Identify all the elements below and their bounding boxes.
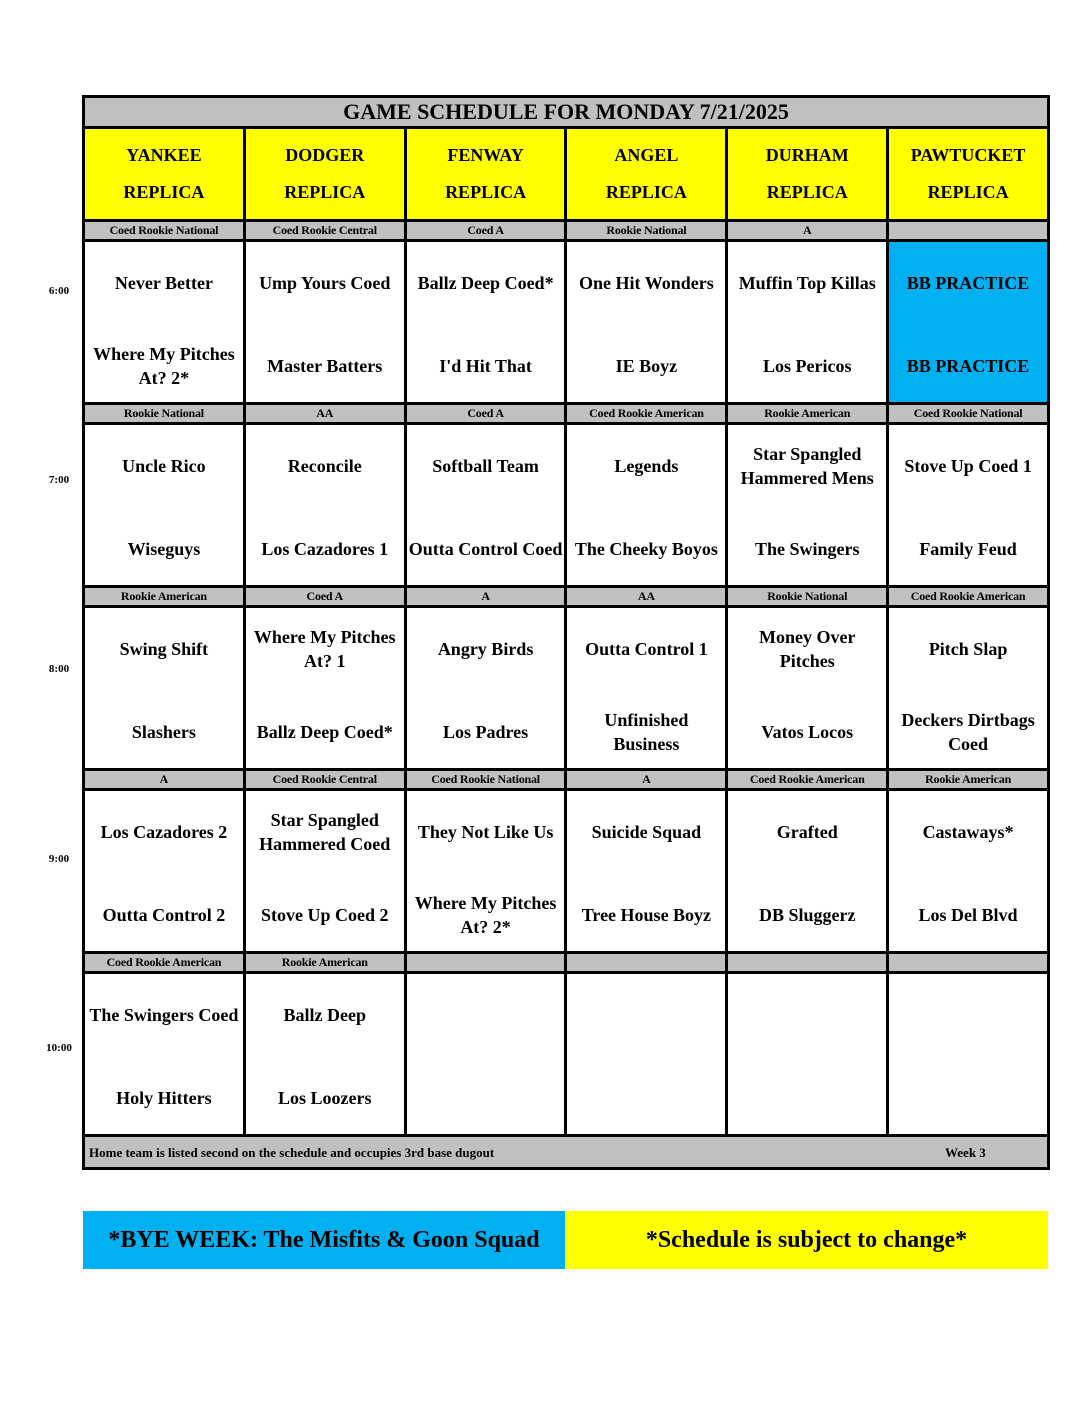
game-cell [244, 241, 405, 404]
home-team: Tree House Boyz [581, 905, 712, 925]
game-cell [566, 241, 727, 404]
division-label: Rookie American [84, 587, 245, 607]
time-slot-label: 9:00 [48, 853, 70, 865]
home-team: The Cheeky Boyos [574, 539, 718, 559]
bye-week-banner: *BYE WEEK: The Misfits & Goon Squad [83, 1211, 565, 1269]
game-cell [888, 790, 1049, 953]
division-label: A [84, 770, 245, 790]
away-team: Legends [614, 456, 679, 476]
away-team: Softball Team [432, 456, 539, 476]
division-label: Rookie National [566, 221, 727, 241]
game-cell [244, 790, 405, 953]
home-team: Master Batters [267, 356, 383, 376]
field-header-fenway [405, 128, 566, 221]
away-team: Ballz Deep Coed* [417, 273, 554, 293]
field-name: DURHAM [765, 145, 849, 165]
field-subtitle: REPLICA [445, 182, 527, 202]
game-row [84, 424, 1049, 587]
division-label: Rookie American [888, 770, 1049, 790]
field-name: DODGER [285, 145, 365, 165]
division-label [405, 953, 566, 973]
schedule-title: GAME SCHEDULE FOR MONDAY 7/21/2025 [84, 97, 1049, 128]
field-header-durham [727, 128, 888, 221]
field-header-angel [566, 128, 727, 221]
home-team: Vatos Locos [761, 722, 854, 742]
away-team: Suicide Squad [591, 822, 702, 842]
time-slot-label: 8:00 [48, 663, 70, 675]
week-label: Week 3 [945, 1145, 986, 1160]
game-row [84, 241, 1049, 404]
home-team: IE Boyz [615, 356, 678, 376]
game-cell [244, 607, 405, 770]
away-team: Money Over Pitches [758, 627, 856, 671]
home-team: Outta Control Coed [408, 539, 563, 559]
division-label [727, 953, 888, 973]
field-header-pawtucket [888, 128, 1049, 221]
away-team: Ump Yours Coed [259, 273, 391, 293]
division-label: A [727, 221, 888, 241]
division-label: A [566, 770, 727, 790]
away-team [728, 985, 886, 1045]
away-team: Star Spangled Hammered Coed [259, 810, 391, 854]
field-name: FENWAY [447, 145, 524, 165]
game-cell [727, 607, 888, 770]
game-cell [84, 241, 245, 404]
home-team: Where My Pitches At? 2* [93, 344, 235, 388]
game-cell [84, 607, 245, 770]
division-label: Coed Rookie American [566, 404, 727, 424]
schedule-disclaimer-banner: *Schedule is subject to change* [565, 1211, 1048, 1269]
home-team [407, 1068, 565, 1128]
away-team [889, 985, 1047, 1045]
away-team: Star Spangled Hammered Mens [740, 444, 874, 488]
division-label: AA [566, 587, 727, 607]
away-team: Pitch Slap [928, 639, 1008, 659]
home-team: Los Loozers [277, 1088, 372, 1108]
game-cell [244, 424, 405, 587]
division-row [84, 953, 1049, 973]
division-label: Coed A [405, 221, 566, 241]
home-team: Holy Hitters [116, 1088, 212, 1108]
game-cell [888, 241, 1049, 404]
away-team: Outta Control 1 [585, 639, 708, 659]
away-team: Stove Up Coed 1 [904, 456, 1032, 476]
away-team: Muffin Top Killas [738, 273, 876, 293]
game-cell [405, 424, 566, 587]
game-cell [405, 973, 566, 1136]
home-team: Family Feud [919, 539, 1017, 559]
game-cell [244, 973, 405, 1136]
division-label: Coed A [405, 404, 566, 424]
home-team: Outta Control 2 [102, 905, 226, 925]
division-label: Rookie National [727, 587, 888, 607]
division-label: Rookie National [84, 404, 245, 424]
division-label: Coed Rookie American [888, 587, 1049, 607]
game-cell [405, 607, 566, 770]
division-label: AA [244, 404, 405, 424]
home-team [567, 1068, 725, 1128]
division-row [84, 770, 1049, 790]
time-slot-label: 6:00 [48, 285, 70, 297]
time-slot-label: 10:00 [46, 1042, 72, 1054]
field-header-dodger [244, 128, 405, 221]
home-team: Ballz Deep Coed* [256, 722, 393, 742]
home-team-note: Home team is listed second on the schedule and occupies 3rd base dugout [89, 1145, 495, 1160]
game-cell [727, 790, 888, 953]
field-header-yankee [84, 128, 245, 221]
division-label: Coed Rookie National [84, 221, 245, 241]
game-cell [727, 424, 888, 587]
home-team: Deckers Dirtbags Coed [901, 710, 1035, 754]
time-slot-label: 7:00 [48, 474, 70, 486]
division-label: Coed A [244, 587, 405, 607]
game-cell [405, 790, 566, 953]
game-cell [727, 973, 888, 1136]
home-team [728, 1068, 886, 1128]
away-team: Swing Shift [119, 639, 209, 659]
away-team: Castaways* [922, 822, 1014, 842]
division-label: Coed Rookie Central [244, 770, 405, 790]
away-team: The Swingers Coed [89, 1005, 239, 1025]
division-row [84, 221, 1049, 241]
division-label [888, 953, 1049, 973]
game-cell [405, 241, 566, 404]
home-team: Los Cazadores 1 [261, 539, 389, 559]
home-team: Los Padres [442, 722, 529, 742]
game-cell [566, 973, 727, 1136]
division-row [84, 404, 1049, 424]
away-team: Ballz Deep [283, 1005, 366, 1025]
away-team: Grafted [776, 822, 838, 842]
division-label [566, 953, 727, 973]
home-team: BB PRACTICE [906, 356, 1030, 376]
game-cell [727, 241, 888, 404]
game-cell [888, 607, 1049, 770]
away-team: Los Cazadores 2 [100, 822, 228, 842]
home-team [889, 1068, 1047, 1128]
away-team: Uncle Rico [122, 456, 206, 476]
game-cell [566, 607, 727, 770]
game-row [84, 973, 1049, 1136]
schedule-footer [84, 1136, 1049, 1169]
game-cell [566, 424, 727, 587]
division-label [888, 221, 1049, 241]
field-subtitle: REPLICA [123, 182, 205, 202]
home-team: I'd Hit That [439, 356, 532, 376]
game-row [84, 607, 1049, 770]
home-team: Where My Pitches At? 2* [414, 893, 557, 937]
game-cell [84, 424, 245, 587]
game-cell [84, 790, 245, 953]
away-team: BB PRACTICE [906, 273, 1030, 293]
field-subtitle: REPLICA [284, 182, 366, 202]
away-team [567, 985, 725, 1045]
field-name: PAWTUCKET [910, 145, 1026, 165]
away-team: Angry Birds [437, 639, 534, 659]
field-subtitle: REPLICA [766, 182, 848, 202]
game-cell [84, 973, 245, 1136]
field-name: ANGEL [614, 145, 679, 165]
home-team: DB Sluggerz [758, 905, 856, 925]
division-label: Coed Rookie American [84, 953, 245, 973]
home-team: Los Del Blvd [918, 905, 1018, 925]
field-subtitle: REPLICA [927, 182, 1009, 202]
home-team: Slashers [131, 722, 196, 742]
game-row [84, 790, 1049, 953]
game-cell [566, 790, 727, 953]
away-team [407, 985, 565, 1045]
game-cell [888, 973, 1049, 1136]
game-cell [888, 424, 1049, 587]
away-team: Reconcile [287, 456, 362, 476]
division-label: Coed Rookie National [405, 770, 566, 790]
division-label: Coed Rookie Central [244, 221, 405, 241]
home-team: Unfinished Business [604, 710, 689, 754]
division-label: A [405, 587, 566, 607]
away-team: They Not Like Us [417, 822, 554, 842]
division-label: Rookie American [244, 953, 405, 973]
home-team: Wiseguys [127, 539, 201, 559]
home-team: Los Pericos [762, 356, 852, 376]
home-team: The Swingers [754, 539, 860, 559]
division-row [84, 587, 1049, 607]
home-team: Stove Up Coed 2 [260, 905, 389, 925]
division-label: Coed Rookie American [727, 770, 888, 790]
division-label: Coed Rookie National [888, 404, 1049, 424]
schedule-table [82, 95, 1050, 1170]
away-team: One Hit Wonders [579, 273, 714, 293]
division-label: Rookie American [727, 404, 888, 424]
field-name: YANKEE [126, 145, 202, 165]
field-subtitle: REPLICA [605, 182, 687, 202]
away-team: Never Better [114, 273, 213, 293]
away-team: Where My Pitches At? 1 [253, 627, 396, 671]
